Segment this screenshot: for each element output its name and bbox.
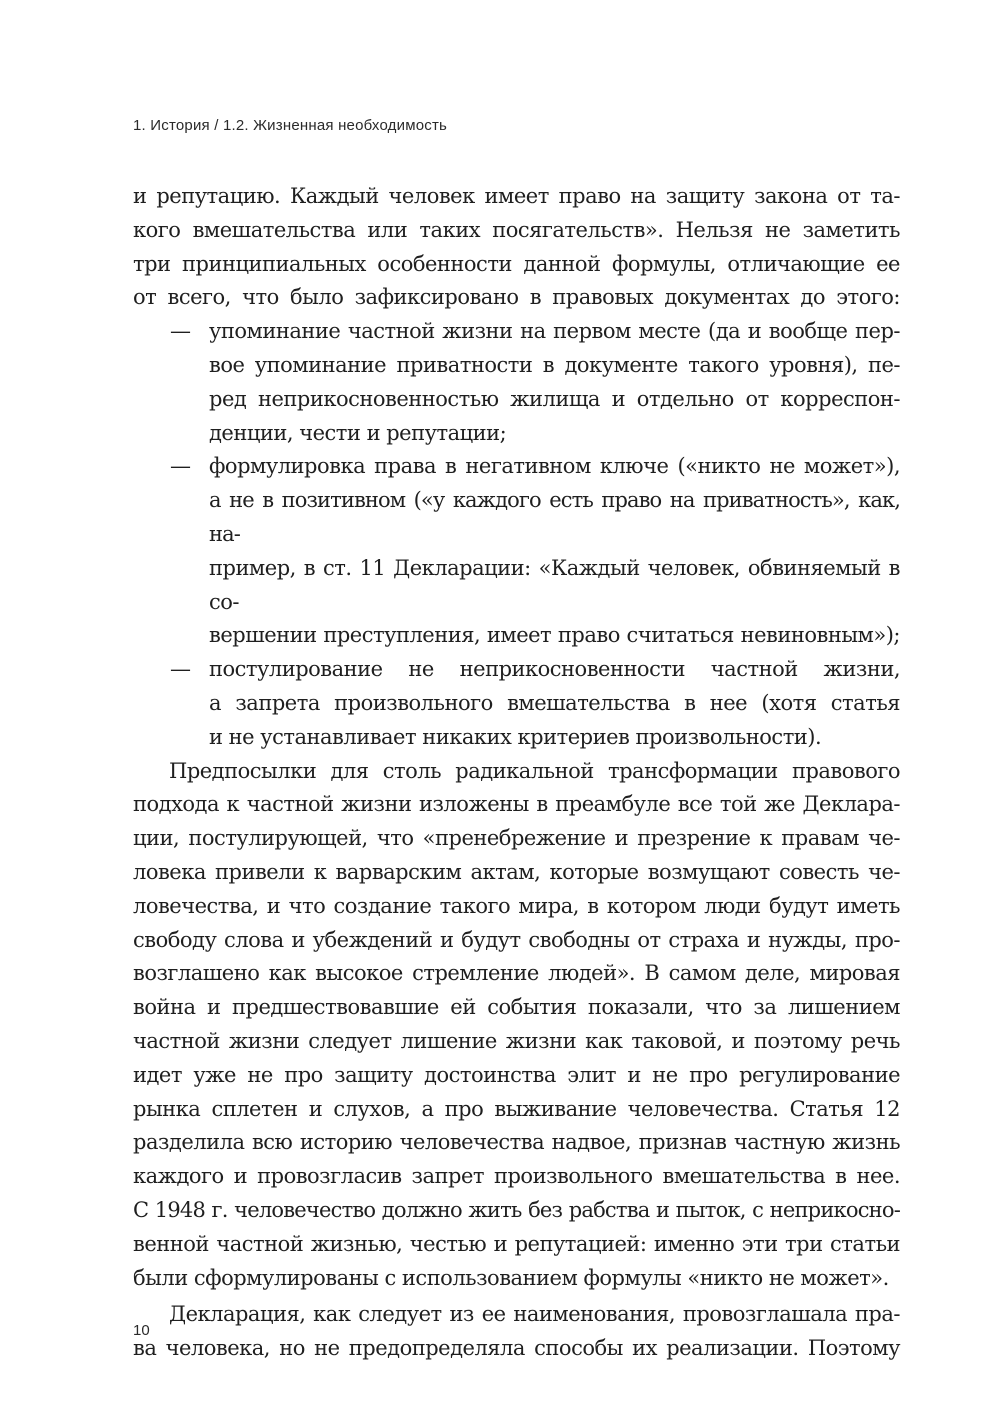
text-line: денции, чести и репутации; [209, 420, 507, 445]
text-line: постулирование не неприкосновенности частной жизни, [209, 657, 900, 682]
list-item [133, 450, 900, 653]
text-line: частной жизни следует лишение жизни как таковой, и поэтому речь [133, 1028, 900, 1053]
text-line: Декларация, как следует из ее наименования, провозглашала пра- [169, 1302, 900, 1327]
text-line: ред неприкосновенностью жилища и отдельно от корреспон- [209, 386, 900, 411]
dash-marker: — [170, 454, 191, 479]
text-line: от всего, что было зафиксировано в правовых документах до этого: [133, 285, 900, 310]
text-line: ва человека, но не предопределяла способы их реализации. Поэтому [133, 1336, 900, 1361]
text-line: и не устанавливает никаких критериев произвольности). [209, 724, 822, 749]
text-line: формулировка права в негативном ключе («никто не может»), [209, 454, 900, 479]
text-line: а запрета произвольного вмешательства в нее (хотя статья [209, 690, 900, 715]
text-line: С 1948 г. человечество должно жить без рабства и пыток, с неприкосно- [133, 1197, 900, 1222]
paragraph-3 [133, 1298, 900, 1366]
text-line: Предпосылки для столь радикальной трансформации правового [169, 758, 900, 783]
text-line: каждого и провозгласив запрет произвольного вмешательства в нее. [133, 1164, 900, 1189]
text-line: ловека привели к варварским актам, которые возмущают совесть че- [133, 859, 900, 884]
list-item [133, 315, 900, 450]
text-line: упоминание частной жизни на первом месте (да и вообще пер- [209, 319, 900, 344]
text-line: ции, постулирующей, что «пренебрежение и презрение к правам че- [133, 826, 900, 851]
text-line: война и предшествовавшие ей события показали, что за лишением [133, 995, 900, 1020]
text-line: пример, в ст. 11 Декларации: «Каждый человек, обвиняемый в со- [209, 555, 900, 614]
text-line: вое упоминание приватности в документе такого уровня), пе- [209, 352, 900, 377]
text-line: венной частной жизнью, честью и репутацией: именно эти три статьи [133, 1231, 900, 1256]
text-line: свободу слова и убеждений и будут свободны от страха и нужды, про- [133, 927, 900, 952]
body-text [133, 180, 900, 1366]
text-line: рынка сплетен и слухов, а про выживание человечества. Статья 12 [133, 1096, 900, 1121]
text-line: возглашено как высокое стремление людей». В самом деле, мировая [133, 961, 900, 986]
page-number: 10 [133, 1322, 150, 1339]
text-line: разделила всю историю человечества надвое, признав частную жизнь [133, 1130, 900, 1155]
text-line: идет уже не про защиту достоинства элит и не про регулирование [133, 1062, 900, 1087]
text-line: три принципиальных особенности данной формулы, отличающие ее [133, 251, 900, 276]
text-line: подхода к частной жизни изложены в преамбуле все той же Деклара- [133, 792, 900, 817]
text-line: и репутацию. Каждый человек имеет право на защиту закона от та- [133, 184, 900, 208]
paragraph-2 [133, 755, 900, 1296]
paragraph-1 [133, 180, 900, 315]
dash-marker: — [170, 319, 191, 344]
text-line: были сформулированы с использованием формулы «никто не может». [133, 1265, 889, 1290]
text-line: ловечества, и что создание такого мира, в котором люди будут иметь [133, 893, 900, 918]
bullet-list [133, 315, 900, 754]
list-item [133, 653, 900, 754]
text-line: вершении преступления, имеет право считаться невиновным»); [209, 623, 900, 648]
dash-marker: — [170, 657, 191, 682]
text-line: а не в позитивном («у каждого есть право на приватность», как, на- [209, 488, 900, 546]
text-line: кого вмешательства или таких посягательств». Нельзя не заметить [133, 217, 900, 242]
running-header: 1. История / 1.2. Жизненная необходимость [133, 117, 448, 134]
